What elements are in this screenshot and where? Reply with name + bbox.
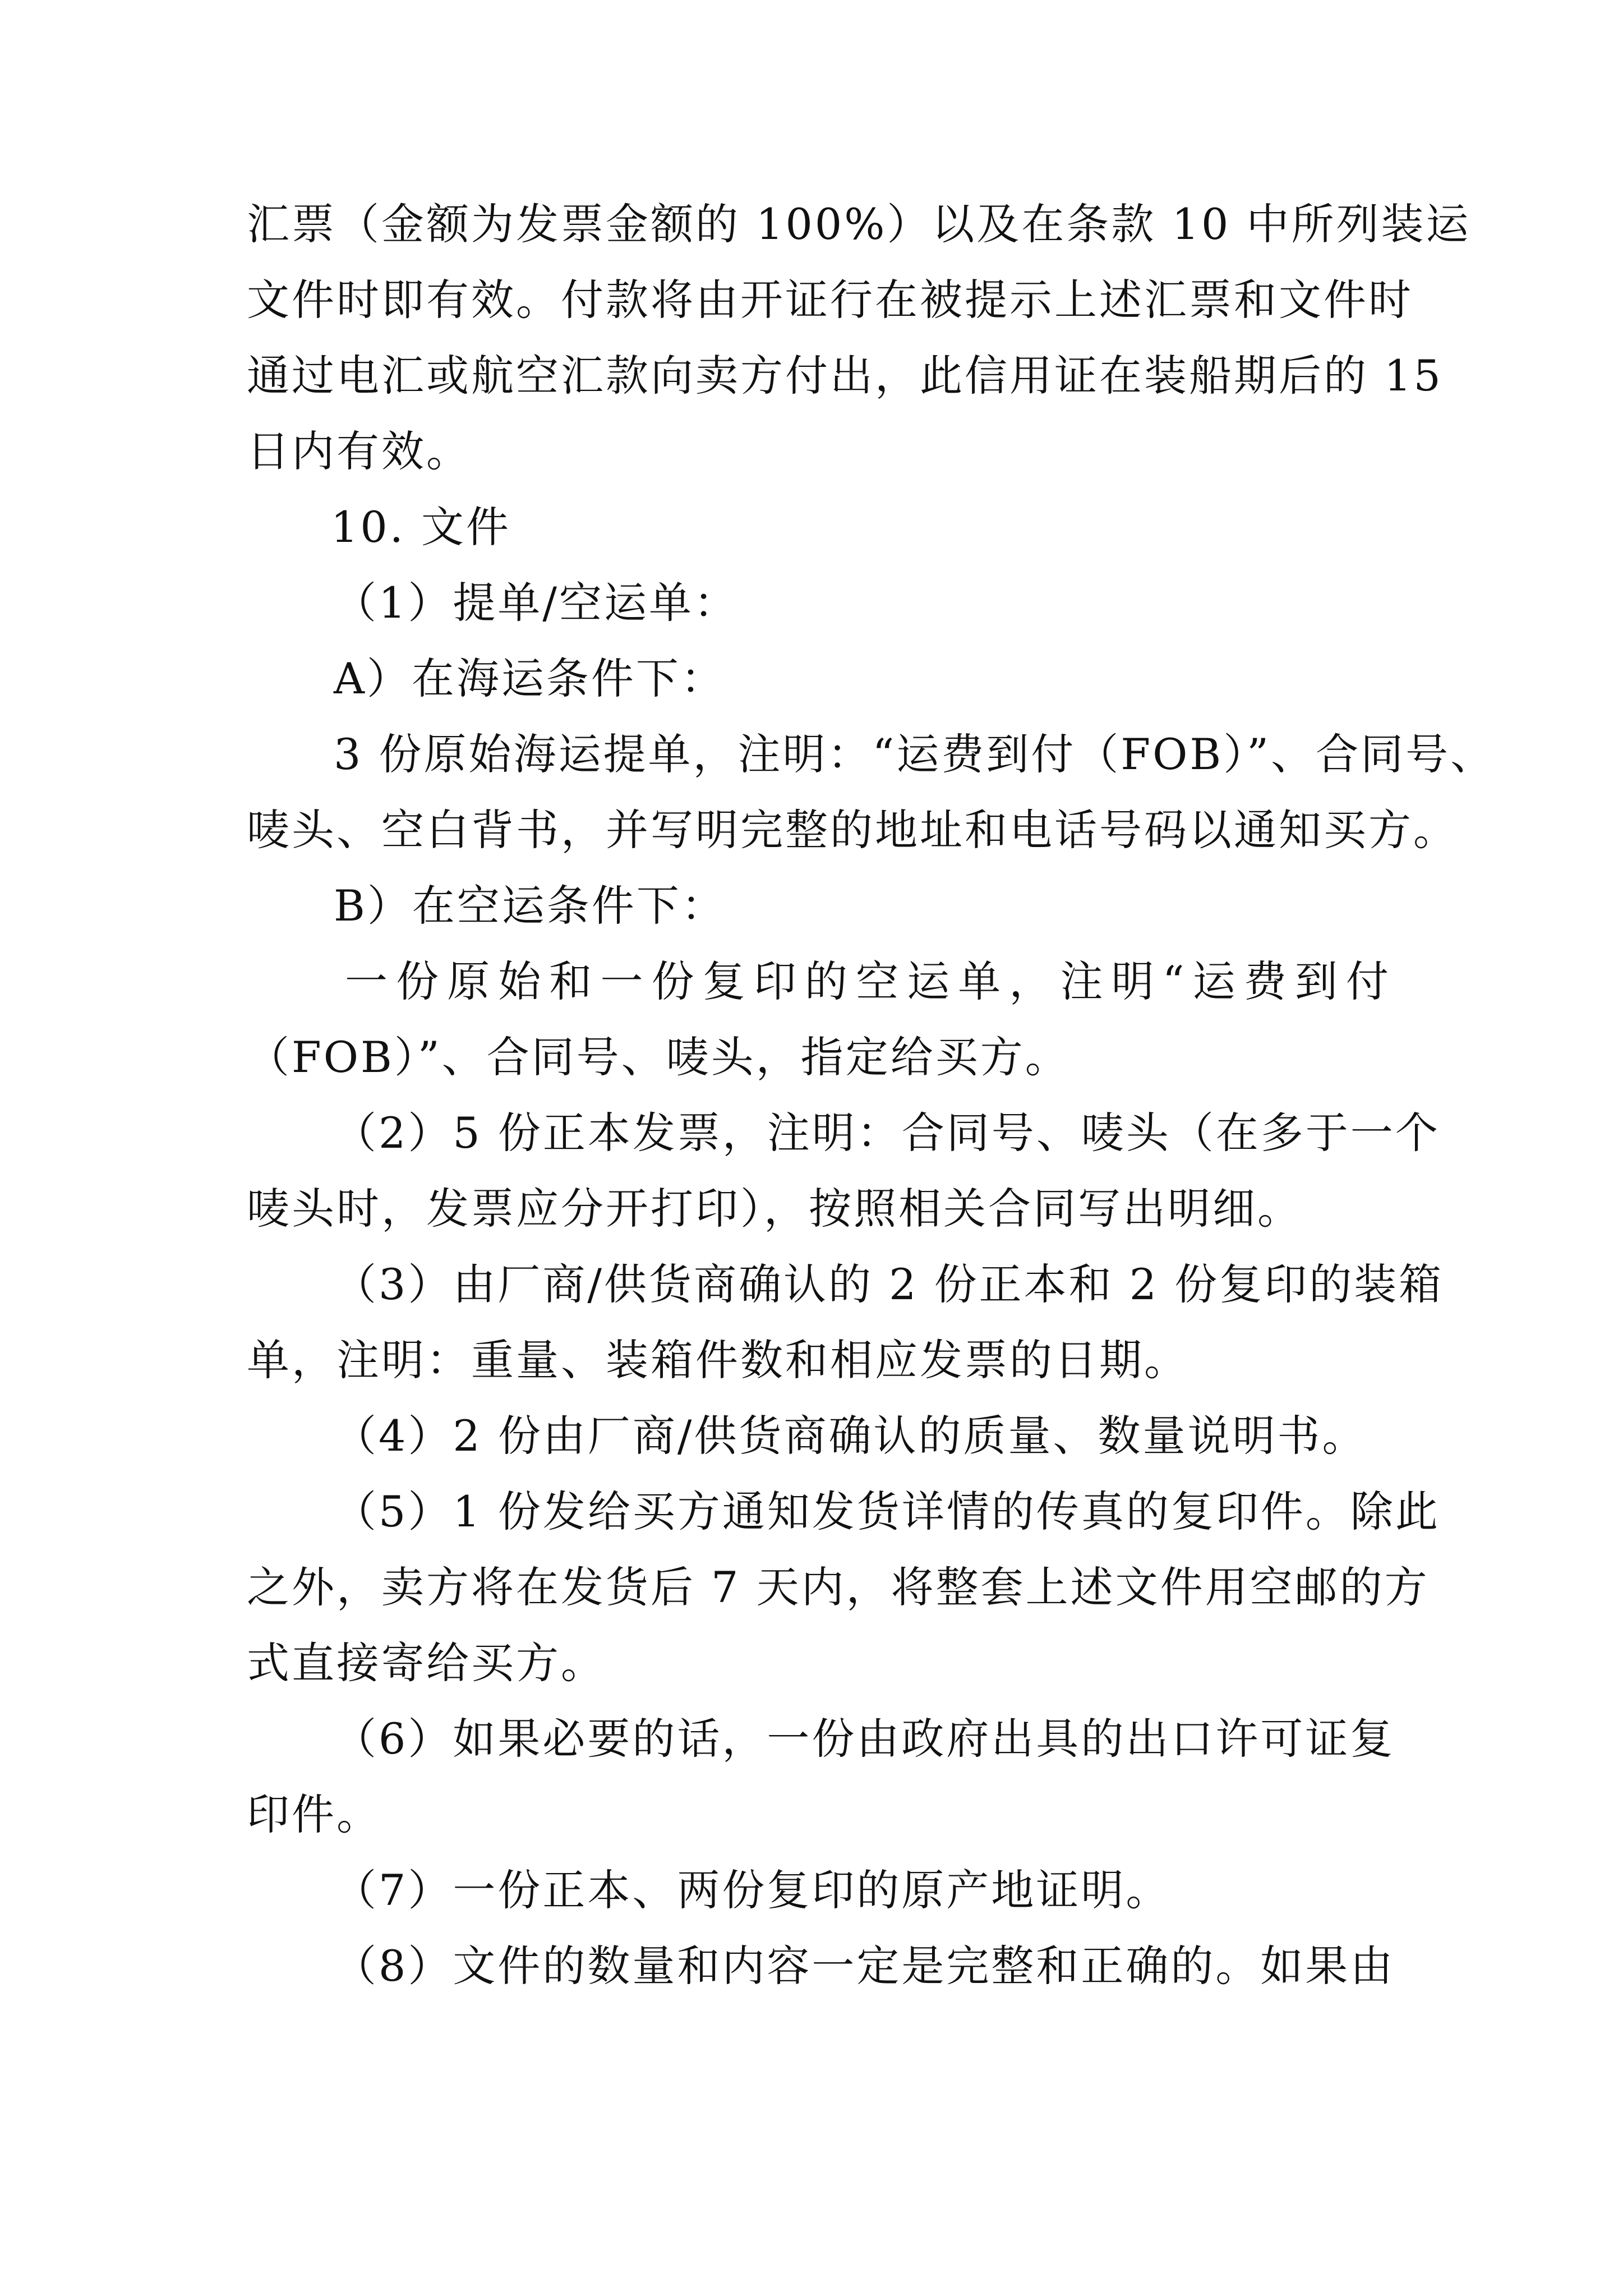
body-line: （FOB）”、合同号、唛头，指定给买方。 (247, 1032, 1070, 1082)
body-line: （7）一份正本、两份复印的原产地证明。 (334, 1865, 1171, 1915)
section-heading: 10. 文件 (331, 502, 511, 552)
body-line: 一份原始和一份复印的空运单，注明“运费到付 (345, 956, 1391, 1006)
body-line: 文件时即有效。付款将由开证行在被提示上述汇票和文件时 (247, 275, 1413, 325)
body-line: 印件。 (247, 1789, 381, 1839)
body-line: （4）2 份由厂商/供货商确认的质量、数量说明书。 (334, 1411, 1367, 1461)
body-line: 3 份原始海运提单，注明：“运费到付（FOB）”、合同号、 (334, 729, 1496, 779)
body-line: （5）1 份发给买方通知发货详情的传真的复印件。除此 (334, 1487, 1440, 1536)
body-line: 汇票（金额为发票金额的 100%）以及在条款 10 中所列装运 (247, 199, 1471, 249)
body-line: 日内有效。 (247, 426, 471, 476)
condition-heading: B）在空运条件下： (334, 881, 726, 931)
body-line: （3）由厂商/供货商确认的 2 份正本和 2 份复印的装箱 (334, 1259, 1444, 1309)
condition-heading: A）在海运条件下： (334, 654, 726, 703)
body-line: （8）文件的数量和内容一定是完整和正确的。如果由 (334, 1941, 1395, 1991)
body-line: 式直接寄给买方。 (247, 1638, 606, 1688)
body-line: 通过电汇或航空汇款向卖方付出，此信用证在装船期后的 15 (247, 351, 1443, 401)
body-line: 之外，卖方将在发货后 7 天内，将整套上述文件用空邮的方 (247, 1562, 1430, 1612)
body-line: （2）5 份正本发票，注明：合同号、唛头（在多于一个 (334, 1108, 1440, 1158)
body-line: （6）如果必要的话，一份由政府出具的出口许可证复 (334, 1714, 1395, 1764)
subsection-heading: （1）提单/空运单： (334, 578, 739, 628)
body-line: 唛头、空白背书，并写明完整的地址和电话号码以通知买方。 (247, 805, 1458, 855)
body-line: 单，注明：重量、装箱件数和相应发票的日期。 (247, 1335, 1189, 1385)
body-line: 唛头时，发票应分开打印），按照相关合同写出明细。 (247, 1184, 1302, 1234)
